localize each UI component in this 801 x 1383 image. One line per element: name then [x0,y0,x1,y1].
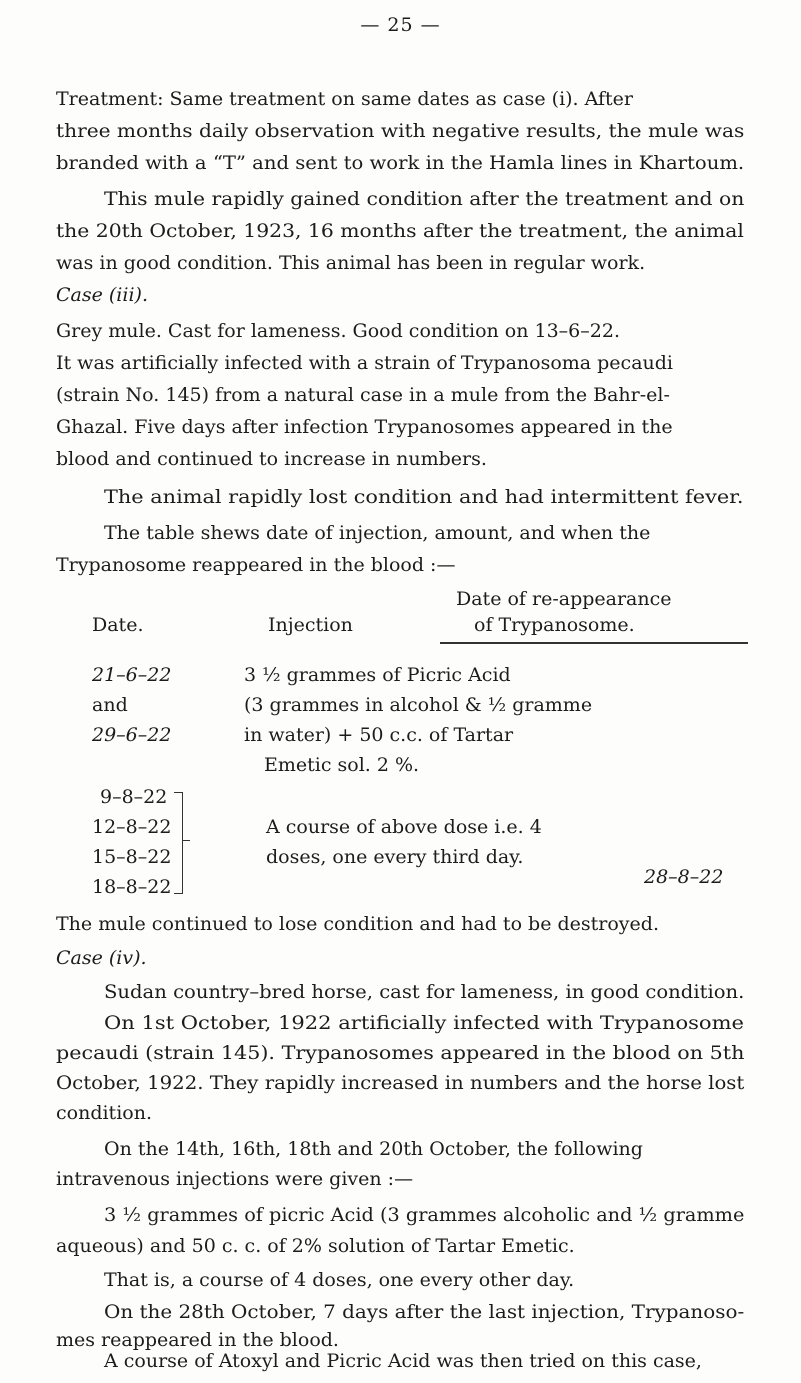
text-line: The mule continued to lose condition and had to be destroyed. [56,913,659,936]
text-line: On the 14th, 16th, 18th and 20th October, the following [104,1138,643,1161]
table-reappearance-date: 28–8–22 [644,866,724,888]
text-line: This mule rapidly gained condition after the treatment and on [104,188,745,210]
text-line: It was artificially infected with a strain of Trypanosoma pecaudi [56,352,673,374]
text-line: blood and continued to increase in numbers. [56,448,487,470]
table-header-date: Date. [92,614,144,636]
table-date: 18–8–22 [92,876,172,898]
table-date: 21–6–22 [92,664,172,686]
text-line: The animal rapidly lost condition and had intermittent fever. [104,486,744,508]
bracket [174,792,183,894]
text-line: aqueous) and 50 c. c. of 2% solution of Tartar Emetic. [56,1234,575,1257]
table-injection: 3 ½ grammes of Picric Acid [244,664,511,686]
table-date: 12–8–22 [92,816,172,838]
table-date: 9–8–22 [100,786,168,808]
text-line: On the 28th October, 7 days after the last injection, Trypanoso- [104,1300,745,1323]
text-line: Grey mule. Cast for lameness. Good condition on 13–6–22. [56,320,620,342]
table-header-injection: Injection [268,614,353,636]
header-rule [440,642,748,644]
text-line: That is, a course of 4 doses, one every other day. [104,1268,575,1291]
table-date: and [92,694,128,716]
text-line: The table shews date of injection, amount, and when the [104,522,651,544]
table-injection: A course of above dose i.e. 4 [266,816,542,838]
table-header-reappearance-2: of Trypanosome. [474,614,635,636]
text-line: was in good condition. This animal has been in regular work. [56,252,646,274]
case-heading: Case (iii). [56,284,148,306]
text-line: On 1st October, 1922 artificially infected with Trypanosome [104,1011,744,1034]
text-line: Sudan country–bred horse, cast for lameness, in good condition. [104,981,745,1004]
table-injection: doses, one every third day. [266,846,524,868]
table-injection: (3 grammes in alcohol & ½ gramme [244,694,593,716]
text-line: Ghazal. Five days after infection Trypanosomes appeared in the [56,416,673,438]
text-line: pecaudi (strain 145). Trypanosomes appeared in the blood on 5th [56,1041,745,1064]
text-line: 3 ½ grammes of picric Acid (3 grammes alcoholic and ½ gramme [104,1204,745,1227]
table-injection: Emetic sol. 2 %. [264,754,420,776]
text-line: Treatment: Same treatment on same dates as case (i). After [56,88,634,110]
text-line: condition. [56,1102,152,1125]
text-line-last: A course of Atoxyl and Picric Acid was then tried on this case, [104,1350,702,1372]
text-line: intravenous injections were given :— [56,1168,414,1191]
table-injection: in water) + 50 c.c. of Tartar [244,724,514,746]
text-line: branded with a “T” and sent to work in the Hamla lines in Khartoum. [56,152,745,174]
text-line: mes reappeared in the blood. [56,1329,339,1352]
text-line: three months daily observation with negative results, the mule was [56,120,745,142]
table-header-reappearance: Date of re-appearance [456,588,672,610]
page-number: — 25 — [360,14,441,36]
bracket-tick [182,840,190,841]
table-date: 15–8–22 [92,846,172,868]
text-line: (strain No. 145) from a natural case in a mule from the Bahr-el- [56,384,670,406]
table-date: 29–6–22 [92,724,172,746]
text-line: the 20th October, 1923, 16 months after the treatment, the animal [56,220,744,242]
case-heading: Case (iv). [56,947,147,970]
text-line: October, 1922. They rapidly increased in numbers and the horse lost [56,1072,745,1095]
text-line: Trypanosome reappeared in the blood :— [56,554,456,576]
